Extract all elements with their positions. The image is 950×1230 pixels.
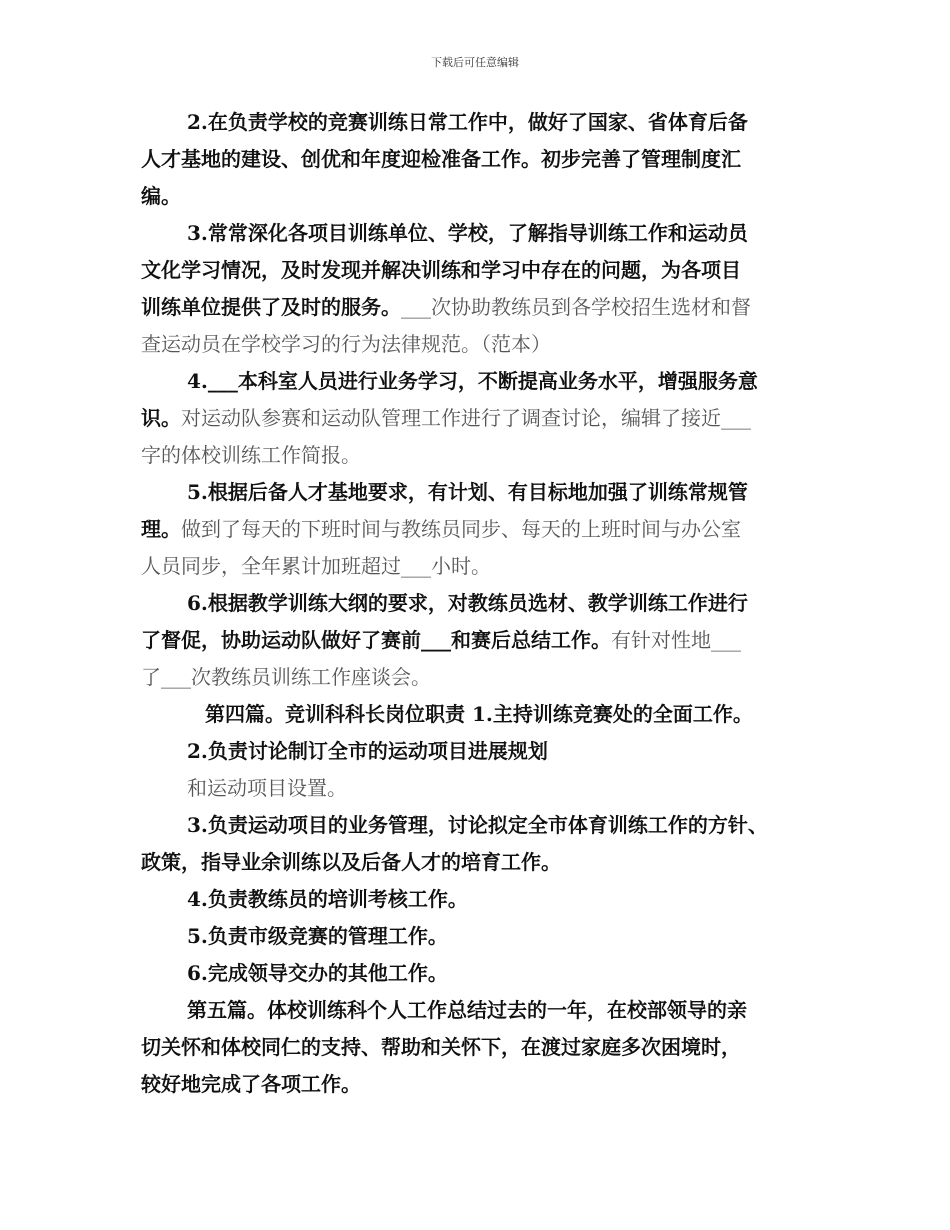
- regular-text: 对运动队参赛和运动队管理工作进行了调查讨论，编辑了接近___: [181, 406, 751, 430]
- bold-text: 6.根据教学训练大纲的要求，对教练员选材、教学训练工作进行: [187, 591, 748, 615]
- regular-text: 了___次教练员训练工作座谈会。: [141, 665, 431, 689]
- text-line: [141, 918, 821, 955]
- bold-text: 人才基地的建设、创优和年度迎检准备工作。初步完善了管理制度汇: [141, 147, 741, 171]
- text-line: [141, 511, 821, 548]
- paragraph: [141, 955, 821, 992]
- text-line: [141, 326, 821, 363]
- paragraph: [141, 585, 821, 696]
- paragraph: [141, 696, 821, 733]
- text-line: [141, 659, 821, 696]
- text-line: [141, 474, 821, 511]
- text-line: [141, 1029, 821, 1066]
- bold-text: 了督促，协助运动队做好了赛前___和赛后总结工作。: [141, 628, 611, 652]
- regular-text: 人员同步，全年累计加班超过___小时。: [141, 554, 491, 578]
- document-body: [141, 104, 821, 1103]
- bold-text: 文化学习情况，及时发现并解决训练和学习中存在的问题，为各项目: [141, 258, 741, 282]
- text-line: [141, 548, 821, 585]
- paragraph: [141, 104, 821, 215]
- bold-text: 4.负责教练员的培训考核工作。: [187, 887, 468, 911]
- text-line: [141, 252, 821, 289]
- paragraph: [141, 363, 821, 474]
- text-line: [141, 733, 821, 770]
- text-line: [141, 585, 821, 622]
- text-line: [141, 992, 821, 1029]
- paragraph: [141, 807, 821, 881]
- regular-text: 字的体校训练工作简报。: [141, 443, 361, 467]
- text-line: [141, 215, 821, 252]
- text-line: [141, 363, 821, 400]
- bold-text: 2.在负责学校的竞赛训练日常工作中，做好了国家、省体育后备: [187, 110, 748, 134]
- bold-text: 3.负责运动项目的业务管理，讨论拟定全市体育训练工作的方针、: [187, 813, 768, 837]
- regular-text: ___次协助教练员到各学校招生选材和督: [401, 295, 751, 319]
- bold-text: 编。: [141, 184, 181, 208]
- bold-text: 5.负责市级竞赛的管理工作。: [187, 924, 448, 948]
- bold-text: 训练单位提供了及时的服务。: [141, 295, 401, 319]
- text-line: [141, 289, 821, 326]
- paragraph: [141, 992, 821, 1103]
- paragraph: [141, 881, 821, 918]
- regular-text: 查运动员在学校学习的行为法律规范。（范本）: [141, 332, 551, 356]
- text-line: [141, 955, 821, 992]
- bold-text: 较好地完成了各项工作。: [141, 1072, 361, 1096]
- text-line: [141, 400, 821, 437]
- paragraph: [141, 474, 821, 585]
- text-line: [141, 807, 821, 844]
- bold-text: 第五篇。体校训练科个人工作总结过去的一年，在校部领导的亲: [187, 998, 747, 1022]
- text-line: [141, 696, 821, 733]
- regular-text: 有针对性地___: [611, 628, 741, 652]
- text-line: [141, 437, 821, 474]
- text-line: [141, 104, 821, 141]
- text-line: [141, 178, 821, 215]
- bold-text: 6.完成领导交办的其他工作。: [187, 961, 448, 985]
- bold-text: 切关怀和体校同仁的支持、帮助和关怀下，在渡过家庭多次困境时，: [141, 1035, 741, 1059]
- bold-text: 2.负责讨论制订全市的运动项目进展规划: [187, 739, 548, 763]
- paragraph: [141, 918, 821, 955]
- text-line: [141, 1066, 821, 1103]
- text-line: [141, 141, 821, 178]
- paragraph: [141, 770, 821, 807]
- page-header: 下载后可任意编辑: [431, 56, 519, 69]
- bold-text: 识。: [141, 406, 181, 430]
- bold-text: 第四篇。竞训科科长岗位职责 1.主持训练竞赛处的全面工作。: [205, 702, 753, 726]
- text-line: [141, 622, 821, 659]
- paragraph: [141, 733, 821, 770]
- text-line: [141, 844, 821, 881]
- bold-text: 4.___本科室人员进行业务学习，不断提高业务水平，增强服务意: [187, 369, 758, 393]
- bold-text: 理。: [141, 517, 181, 541]
- bold-text: 5.根据后备人才基地要求，有计划、有目标地加强了训练常规管: [187, 480, 748, 504]
- paragraph: [141, 215, 821, 363]
- text-line: [141, 881, 821, 918]
- bold-text: 3.常常深化各项目训练单位、学校，了解指导训练工作和运动员: [187, 221, 748, 245]
- regular-text: 和运动项目设置。: [187, 776, 347, 800]
- regular-text: 做到了每天的下班时间与教练员同步、每天的上班时间与办公室: [181, 517, 741, 541]
- text-line: [141, 770, 821, 807]
- bold-text: 政策，指导业余训练以及后备人才的培育工作。: [141, 850, 561, 874]
